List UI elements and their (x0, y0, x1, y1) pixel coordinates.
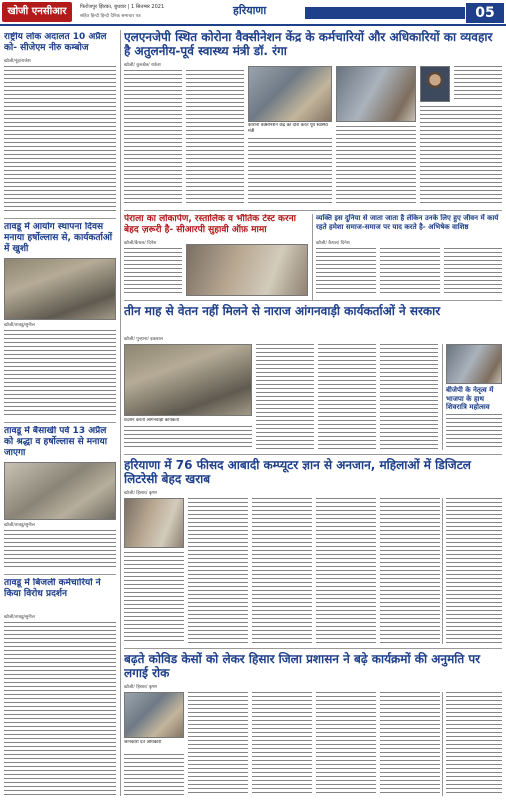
column-rule (442, 344, 443, 450)
byline-a10: खोजी/ हिसार/ कृष्ण (124, 685, 158, 690)
headline-a7: तावडू में बैसाखी पर्व 13 अप्रैल को श्रद्धा व हर्षोल्लास से मनाया जाएगा (4, 426, 108, 458)
body-text-a2-col5 (420, 106, 502, 206)
byline-a7: खोजी/तावडू/सुनील (4, 523, 35, 528)
body-text-a9-col5 (380, 498, 440, 644)
body-text-a8 (4, 622, 116, 796)
caption-c4: जानकारी देते अधिकारी (124, 740, 162, 745)
section-title: हरियाणा (233, 4, 267, 17)
body-text-a10-col5 (380, 692, 440, 796)
headline-a2: एलएनजेपी स्थित कोरोना वैक्सीनेशन केंद्र के कर्मचारियों और अधिकारियों का व्यवहार है अतुलनीय-पूर्व स्वास्थ्य मंत्री डॉ. रंगा (124, 30, 493, 58)
body-text-a6-col2 (256, 344, 314, 450)
photo-a11 (446, 344, 502, 384)
body-text-a5-col2 (380, 248, 440, 296)
body-text-a10-col1 (124, 754, 184, 796)
page-number: 05 (475, 5, 495, 21)
caption-c3: प्रदर्शन करती आंगनवाड़ी कार्यकर्ता (124, 418, 180, 423)
body-text-a3 (4, 330, 116, 418)
byline-a8: खोजी/तावडू/सुनील (4, 615, 35, 620)
body-text-a6-col4 (380, 344, 438, 450)
divider (4, 574, 116, 575)
headline-a4: पेराला का लोकार्पण, रस्तालिक व भौतिक टेस्ट करना बेहद ज़रूरी है- सीआरपी सुहावी ऑफ़ मामा (124, 214, 296, 235)
divider (124, 210, 502, 211)
headline-a9: हरियाणा में 76 फीसद आबादी कम्प्यूटर ज्ञान से अनजान, महिलाओं में डिजिटल लिटरेसी बेहद खराब (124, 458, 471, 486)
body-text-a9-col2 (188, 498, 248, 644)
headline-a11: बीजेपी के नेतृत्व में भाजपा के हाथ शिवरात्रि महोत्सव (446, 386, 494, 411)
body-text-a9-col6 (446, 498, 502, 644)
body-text-a6-col3 (318, 344, 376, 450)
body-text-a2-col2 (186, 70, 244, 206)
headline-a3: तावडू में आयोग स्थापना दिवस मनाया हर्षोल्लास से, कार्यकर्ताओं में खुशी (4, 222, 113, 254)
dateline: फिरोजपुर झिरका, बुधवार | 1 सितम्बर 2021 (80, 4, 165, 10)
body-text-a1 (4, 66, 116, 214)
column-rule (312, 214, 313, 300)
byline-a4: खोजी/कैथल/ दिनेश (124, 241, 157, 246)
column-rule (442, 498, 443, 644)
body-text-a5-col1 (316, 248, 376, 296)
tagline: सहित हिन्दी हिन्दी दैनिक समाचार पत्र (80, 14, 141, 19)
photo-a2-second (336, 66, 416, 122)
body-text-a4-col1 (124, 248, 182, 294)
byline-a2: खोजी/ कुरुक्षेत्र/ राकेश (124, 63, 161, 68)
photo-a4 (186, 244, 308, 296)
column-rule (442, 692, 443, 796)
headline-a5: व्यक्ति इस दुनिया से जाता जाता है लेकिन उनके लिए हुए जीवन में कार्य रहते हमेशा समाज-समाज पर याद करते है- अभिषेक वाशिष्ठ (316, 214, 499, 231)
divider (124, 648, 502, 649)
divider (124, 454, 502, 455)
photo-a2-main (248, 66, 332, 122)
body-text-a5-col3 (444, 248, 502, 296)
photo-a9 (124, 498, 184, 548)
portrait-a2 (420, 66, 450, 102)
section-bar (305, 7, 465, 19)
byline-a5: खोजी/ कैथल/ दिनेश (316, 241, 350, 246)
byline-a6: खोजी/ पुन्हाना/ इकबाल (124, 337, 163, 342)
body-text-a10-col6 (446, 692, 502, 796)
divider (124, 300, 502, 301)
body-text-a2-col1 (124, 70, 182, 206)
body-text-a9-col3 (252, 498, 312, 644)
column-rule (120, 30, 121, 796)
body-text-a2-col6 (454, 66, 502, 102)
body-text-a10-col4 (316, 692, 376, 796)
body-text-a7 (4, 530, 116, 570)
body-text-a2-col3 (248, 138, 332, 206)
byline-a9: खोजी/ हिसार/ कृष्ण (124, 491, 158, 496)
photo-a10 (124, 692, 184, 738)
body-text-a2-col4 (336, 126, 416, 206)
photo-a6 (124, 344, 252, 416)
body-text-a9-col1 (124, 552, 184, 644)
headline-a1: राष्ट्रीय लोक अदालत 10 अप्रैल को- सीजेएम नीरु कम्बोज (4, 32, 107, 53)
body-text-a11 (446, 414, 502, 450)
photo-a3 (4, 258, 116, 320)
divider (4, 422, 116, 423)
body-text-a6-under-photo (124, 426, 252, 450)
photo-a7 (4, 462, 116, 520)
body-text-a9-col4 (316, 498, 376, 644)
headline-a10: बढ़ते कोविड केसों को लेकर हिसार जिला प्रशासन ने बढ़े कार्यक्रमों की अनुमति पर लगाई रोक (124, 652, 481, 680)
body-text-a10-col2 (188, 692, 248, 796)
headline-a6: तीन माह से वेतन नहीं मिलने से नाराज आंगनवाड़ी कार्यकर्ताओं ने सरकार (124, 304, 441, 318)
byline-a1: खोजी/नूंह/राजेश (4, 59, 31, 64)
headline-a8: तावडू में बिजली कर्मचारियों ने किया विरोध प्रदर्शन (4, 578, 101, 599)
newspaper-logo-text: खोजी एनसीआर (7, 6, 67, 17)
body-text-a10-col3 (252, 692, 312, 796)
caption-c1: कोरोना वैक्सीनेशन केंद्र का दौरा करते पूर्व स्वास्थ्य मंत्री (248, 123, 328, 134)
divider (4, 218, 116, 219)
byline-a3: खोजी/तावडू/सुनील (4, 323, 35, 328)
